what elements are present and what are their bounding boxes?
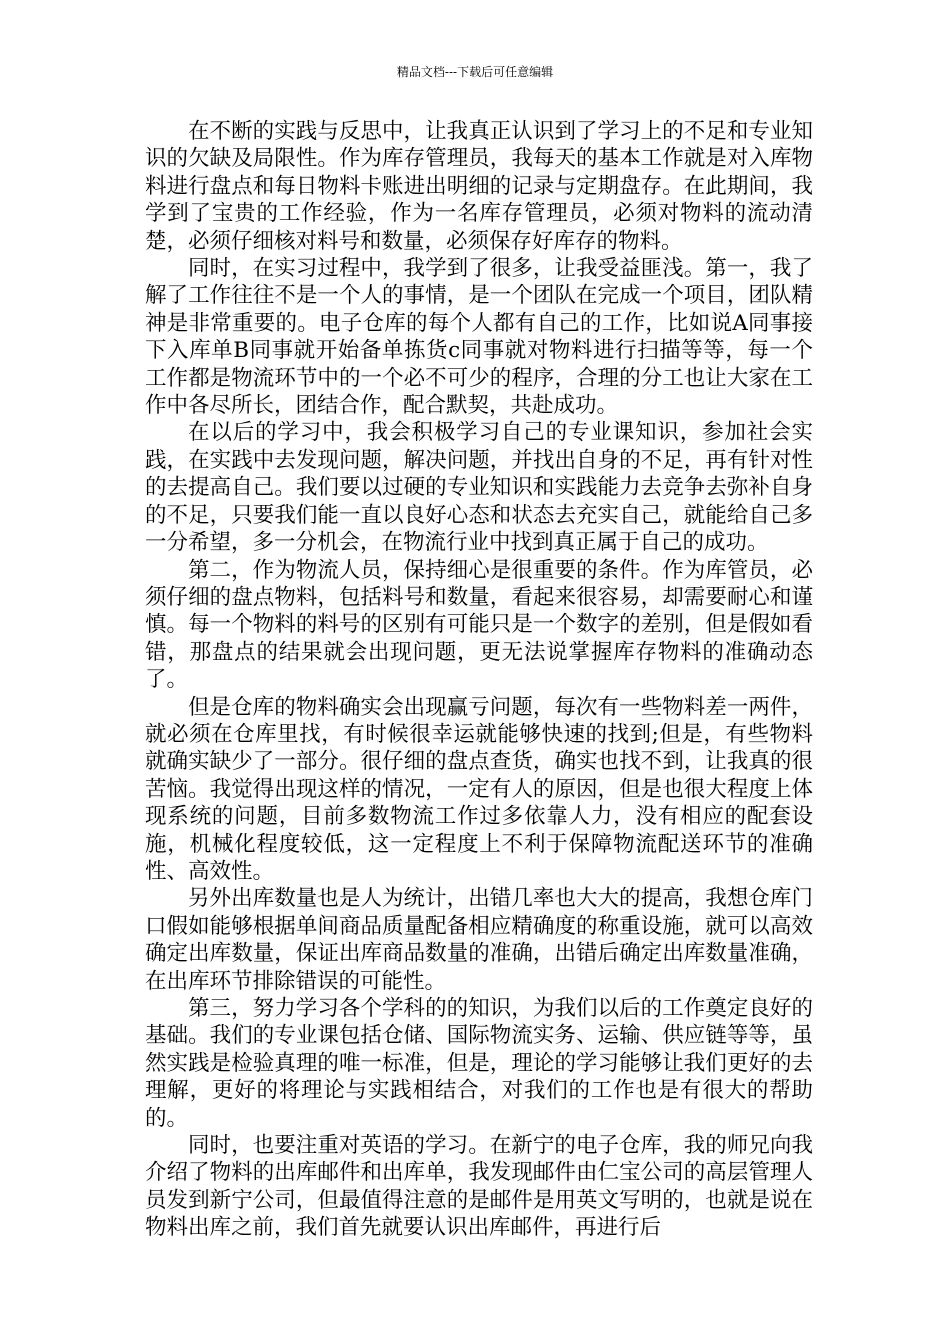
paragraph: 在不断的实践与反思中，让我真正认识到了学习上的不足和专业知识的欠缺及局限性。作为库存管理员，我每天的基本工作就是对入库物料进行盘点和每日物料卡账进出明细的记录与定期盘存。在此期间，我学到了宝贵的工作经验，作为一名库存管理员，必须对物料的流动清楚，必须仔细核对料号和数量，必须保存好库存的物料。 xyxy=(145,119,813,254)
paragraph: 同时，也要注重对英语的学习。在新宁的电子仓库，我的师兄向我介绍了物料的出库邮件和出库单，我发现邮件由仁宝公司的高层管理人员发到新宁公司，但最值得注意的是邮件是用英文写明的，也就是说在物料出库之前，我们首先就要认识出库邮件，再进行后 xyxy=(145,1133,813,1241)
paragraph: 另外出库数量也是人为统计，出错几率也大大的提高，我想仓库门口假如能够根据单间商品质量配备相应精确度的称重设施，就可以高效确定出库数量，保证出库商品数量的准确，出错后确定出库数量准确，在出库环节排除错误的可能性。 xyxy=(145,886,813,994)
paragraph: 第二，作为物流人员，保持细心是很重要的条件。作为库管员，必须仔细的盘点物料，包括料号和数量，看起来很容易，却需要耐心和谨慎。每一个物料的料号的区别有可能只是一个数字的差别，但是假如看错，那盘点的结果就会出现问题，更无法说掌握库存物料的准确动态了。 xyxy=(145,557,813,693)
paragraph: 但是仓库的物料确实会出现赢亏问题，每次有一些物料差一两件，就必须在仓库里找，有时候很幸运就能够快速的找到;但是，有些物料就确实缺少了一部分。很仔细的盘点查货，确实也找不到，让我真的很苦恼。我觉得出现这样的情况，一定有人的原因，但是也很大程度上体现系统的问题，目前多数物流工作过多依靠人力，没有相应的配套设施，机械化程度较低，这一定程度上不利于保障物流配送环节的准确性、高效性。 xyxy=(145,694,813,884)
page-header: 精品文档---下载后可任意编辑 xyxy=(396,65,554,79)
paragraph: 第三，努力学习各个学科的的知识，为我们以后的工作奠定良好的基础。我们的专业课包括仓储、国际物流实务、运输、供应链等等，虽然实践是检验真理的唯一标准，但是，理论的学习能够让我们更好的去理解，更好的将理论与实践相结合，对我们的工作也是有很大的帮助的。 xyxy=(145,996,813,1131)
document-body xyxy=(145,118,813,1242)
paragraph: 在以后的学习中，我会积极学习自己的专业课知识，参加社会实践，在实践中去发现问题，解决问题，并找出自身的不足，再有针对性的去提高自己。我们要以过硬的专业知识和实践能力去竞争去弥补自身的不足，只要我们能一直以良好心态和状态去充实自己，就能给自己多一分希望，多一分机会，在物流行业中找到真正属于自己的成功。 xyxy=(145,420,813,556)
paragraph: 同时，在实习过程中，我学到了很多，让我受益匪浅。第一，我了解了工作往往不是一个人的事情，是一个团队在完成一个项目，团队精神是非常重要的。电子仓库的每个人都有自己的工作，比如说A同事接下入库单B同事就开始备单拣货c同事就对物料进行扫描等等，每一个工作都是物流环节中的一个必不可少的程序，合理的分工也让大家在工作中各尽所长，团结合作，配合默契，共赴成功。 xyxy=(145,256,813,419)
